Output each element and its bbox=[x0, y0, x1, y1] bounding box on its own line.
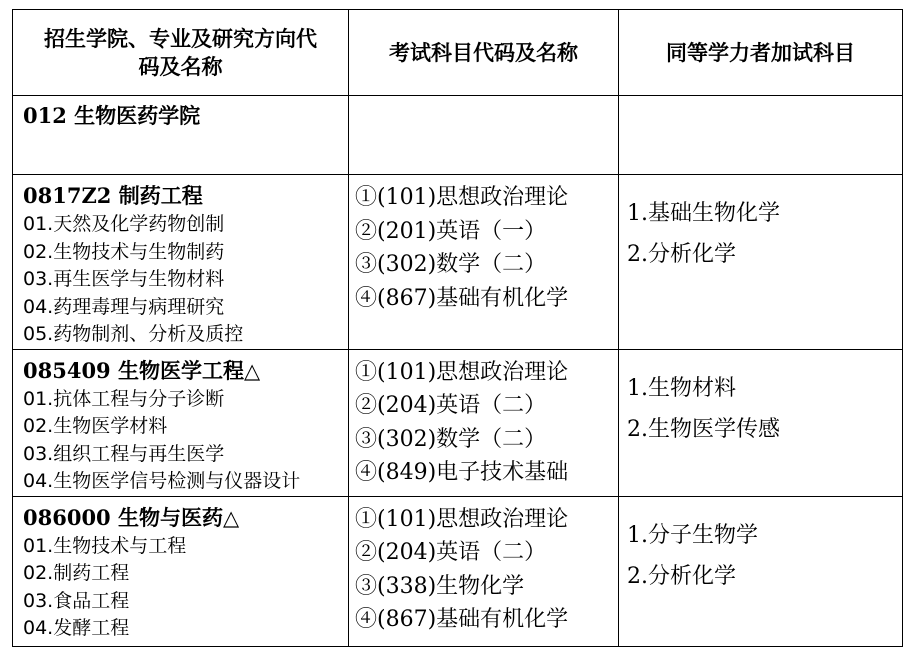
empty-cell bbox=[619, 96, 903, 175]
extra-item: 2.生物医学传感 bbox=[627, 416, 780, 442]
direction-item: 02.制药工程 bbox=[23, 562, 130, 584]
table-row bbox=[13, 175, 903, 350]
exam-item: ①(101)思想政治理论 bbox=[355, 359, 569, 385]
major-cell bbox=[13, 175, 349, 350]
exam-cell bbox=[349, 496, 619, 646]
major-cell bbox=[13, 349, 349, 496]
exam-item: ④(867)基础有机化学 bbox=[355, 285, 569, 311]
exam-item: ①(101)思想政治理论 bbox=[355, 506, 569, 532]
exam-item: ②(204)英语（二） bbox=[355, 540, 547, 565]
table-row bbox=[13, 349, 903, 496]
extra-item: 2.分析化学 bbox=[627, 242, 736, 267]
major-name: 086000 生物与医药△ bbox=[23, 504, 240, 530]
exam-cell bbox=[349, 349, 619, 496]
extra-item: 2.分析化学 bbox=[627, 563, 736, 589]
school-row bbox=[13, 96, 903, 175]
direction-item: 02.生物技术与生物制药 bbox=[23, 240, 225, 263]
extra-item: 1.分子生物学 bbox=[627, 522, 758, 548]
direction-item: 03.再生医学与生物材料 bbox=[23, 268, 225, 290]
exam-cell bbox=[349, 175, 619, 350]
exam-item: ④(849)电子技术基础 bbox=[355, 460, 569, 485]
major-cell bbox=[13, 496, 349, 646]
direction-item: 01.抗体工程与分子诊断 bbox=[23, 387, 225, 410]
exam-item: ①(101)思想政治理论 bbox=[355, 185, 569, 210]
school-cell bbox=[13, 96, 349, 175]
exam-item: ③(302)数学（二） bbox=[355, 426, 547, 452]
direction-item: 02.生物医学材料 bbox=[23, 415, 168, 437]
exam-item: ③(338)生物化学 bbox=[355, 573, 525, 599]
exam-item: ②(204)英语（二） bbox=[355, 393, 547, 418]
direction-item: 04.发酵工程 bbox=[23, 617, 130, 639]
admission-table bbox=[12, 9, 903, 647]
header-major: 招生学院、专业及研究方向代码及名称 bbox=[13, 10, 349, 96]
exam-item: ②(201)英语（一） bbox=[355, 218, 547, 244]
direction-item: 05.药物制剂、分析及质控 bbox=[23, 323, 244, 345]
extra-cell bbox=[619, 349, 903, 496]
direction-item: 04.药理毒理与病理研究 bbox=[23, 295, 225, 318]
extra-item: 1.生物材料 bbox=[627, 375, 736, 401]
empty-cell bbox=[349, 96, 619, 175]
header-extra: 同等学力者加试科目 bbox=[619, 10, 903, 96]
exam-item: ③(302)数学（二） bbox=[355, 252, 547, 277]
direction-item: 03.食品工程 bbox=[23, 589, 130, 612]
header-row bbox=[13, 10, 903, 96]
direction-item: 03.组织工程与再生医学 bbox=[23, 442, 225, 465]
table-row bbox=[13, 496, 903, 646]
school-name: 012 生物医药学院 bbox=[23, 103, 201, 128]
direction-item: 01.生物技术与工程 bbox=[23, 534, 187, 557]
direction-item: 04.生物医学信号检测与仪器设计 bbox=[23, 470, 301, 492]
direction-item: 01.天然及化学药物创制 bbox=[23, 213, 225, 235]
extra-cell bbox=[619, 496, 903, 646]
exam-item: ④(867)基础有机化学 bbox=[355, 607, 569, 632]
major-name: 085409 生物医学工程△ bbox=[23, 357, 261, 383]
header-exam: 考试科目代码及名称 bbox=[349, 10, 619, 96]
extra-item: 1.基础生物化学 bbox=[627, 201, 780, 226]
major-name: 0817Z2 制药工程 bbox=[23, 183, 203, 208]
extra-cell bbox=[619, 175, 903, 350]
